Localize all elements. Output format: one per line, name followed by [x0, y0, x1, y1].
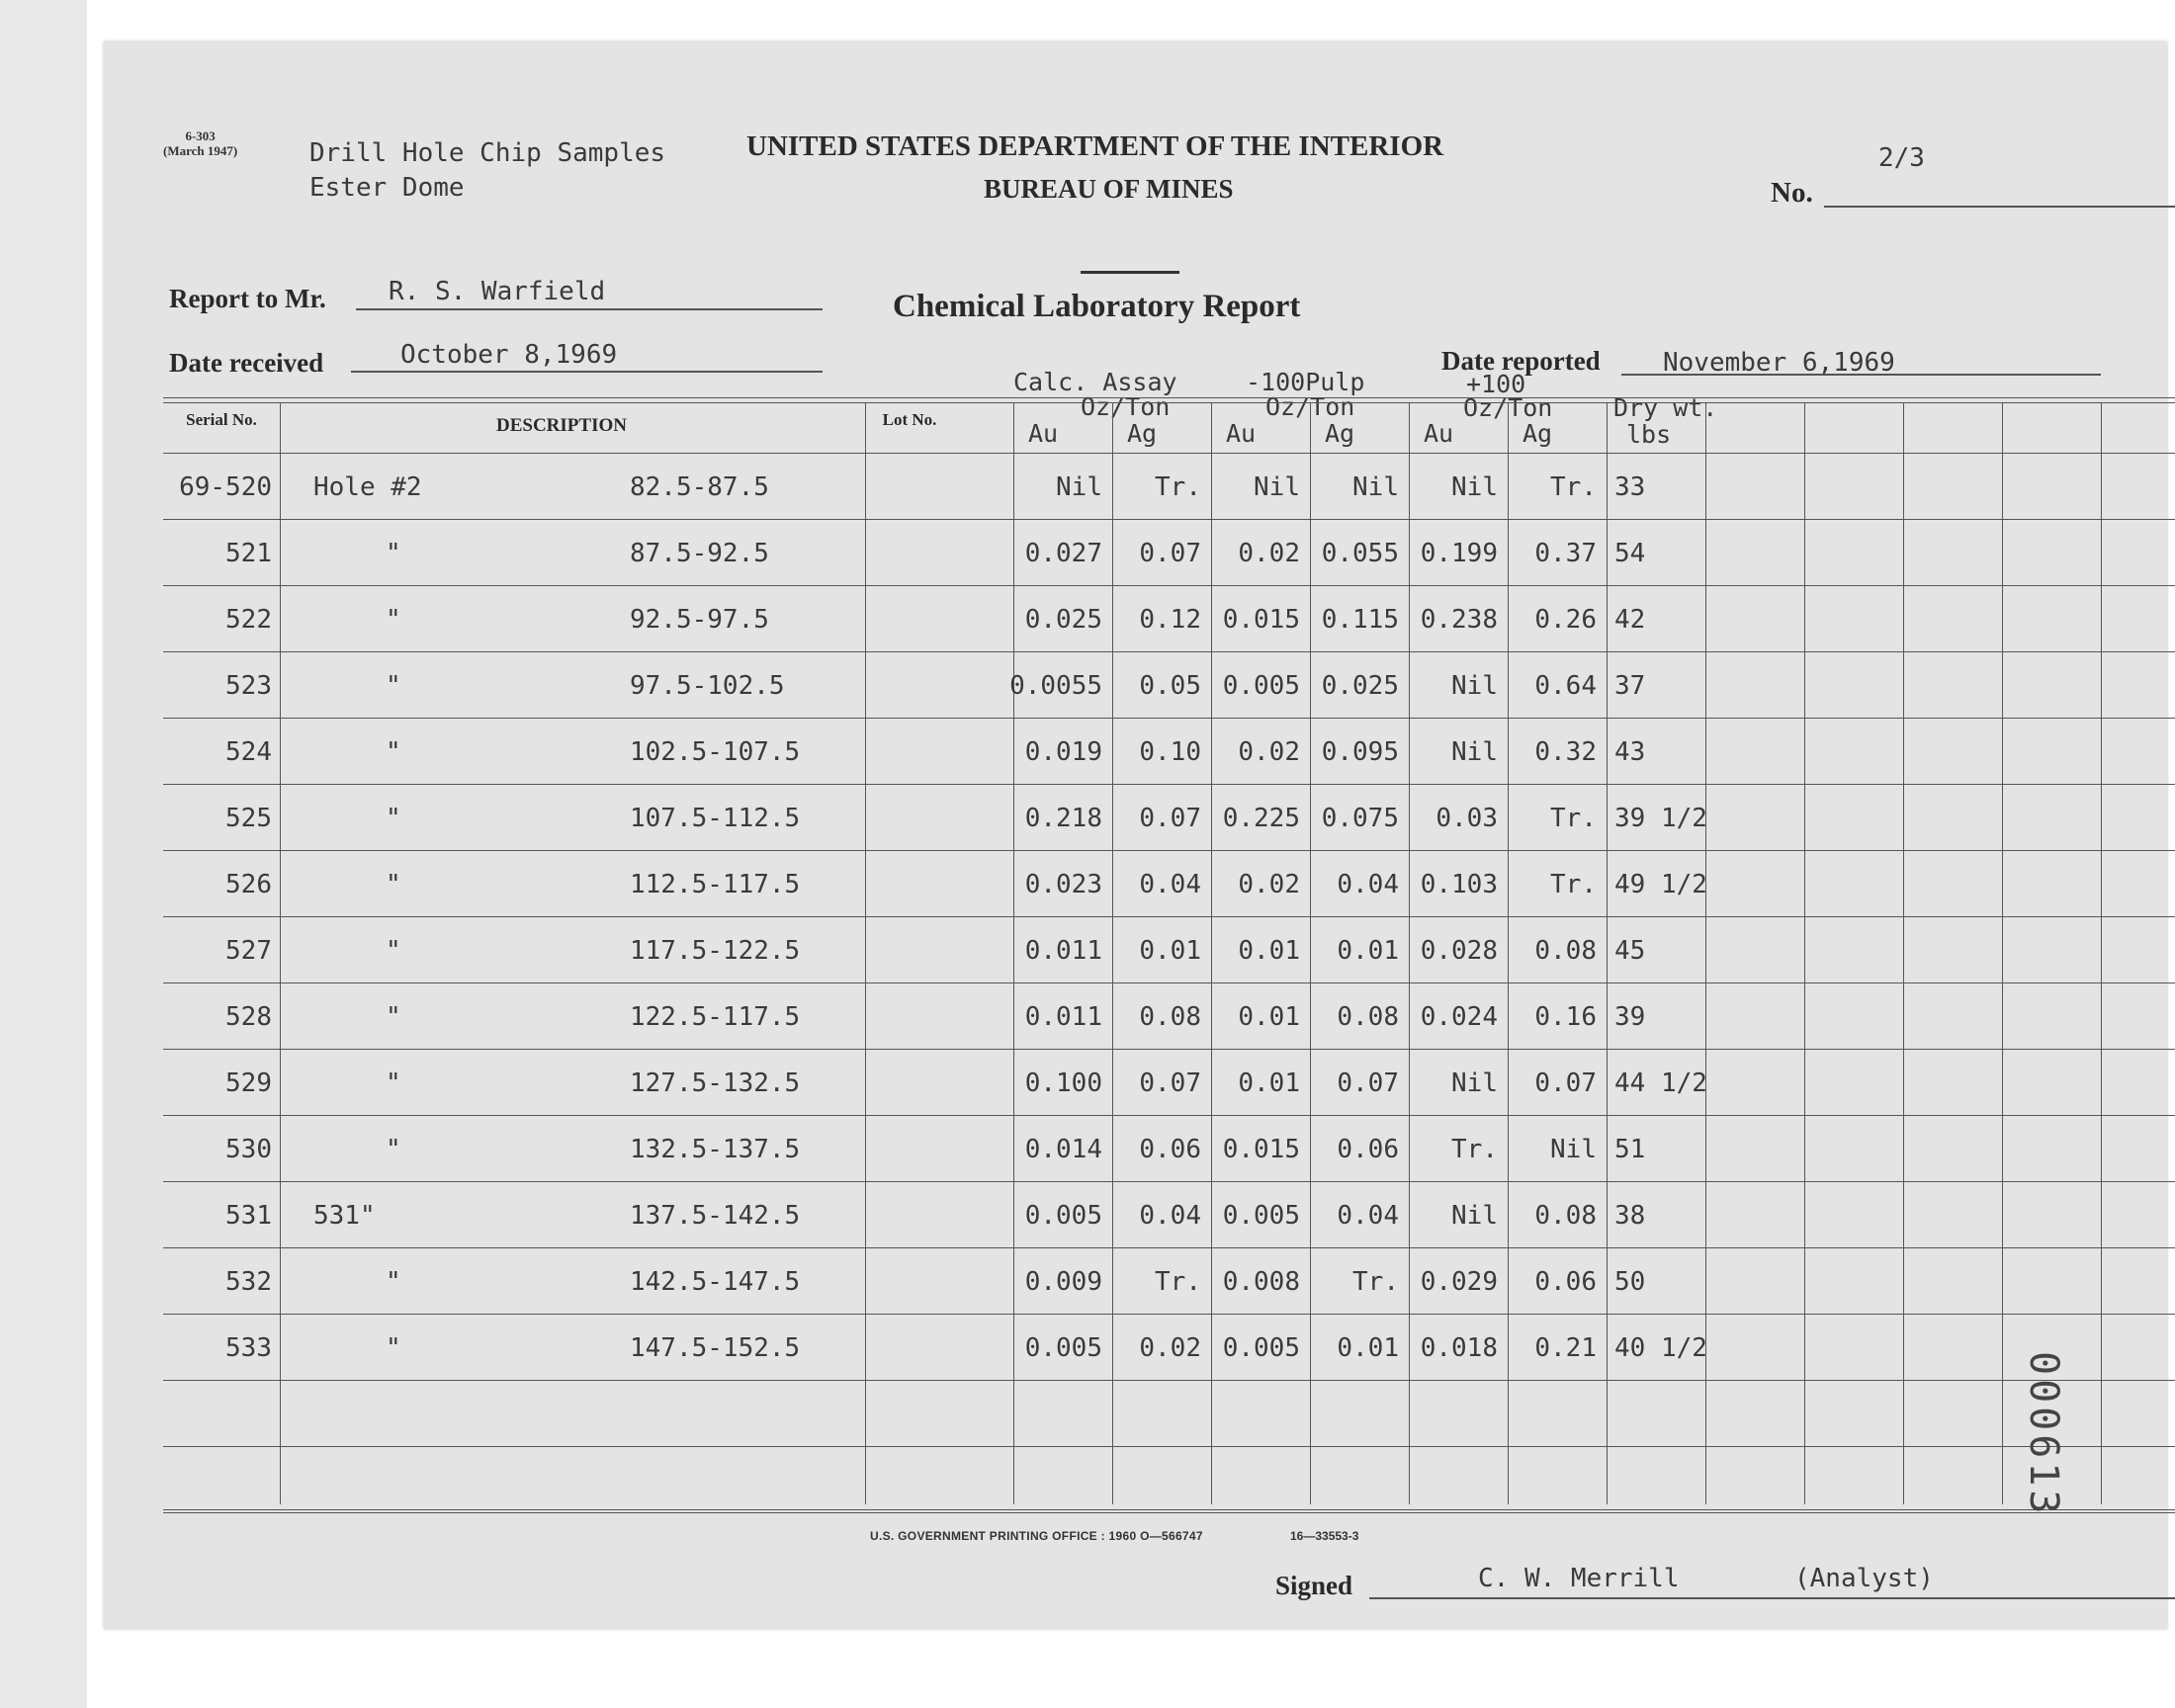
cell-pulp-au: 0.01 — [1238, 1002, 1300, 1032]
cell-serial: 522 — [225, 605, 272, 635]
report-number-line — [1824, 206, 2175, 208]
table-row-rule — [163, 916, 2175, 917]
cell-pulp-ag: 0.04 — [1337, 870, 1399, 899]
cell-calc-ag: 0.04 — [1139, 1201, 1201, 1231]
scan-margin — [0, 0, 87, 1708]
cell-calc-au: 0.009 — [1024, 1267, 1102, 1297]
cell-calc-ag: 0.12 — [1139, 605, 1201, 635]
department-heading: UNITED STATES DEPARTMENT OF THE INTERIOR — [746, 130, 1444, 162]
table-column-divider — [2101, 402, 2102, 1504]
cell-plus-ag: 0.08 — [1534, 936, 1597, 966]
column-header-lot: Lot No. — [882, 410, 937, 429]
cell-depth: 137.5-142.5 — [630, 1201, 801, 1231]
cell-dry: 33 — [1614, 472, 1646, 502]
cell-depth: 142.5-147.5 — [630, 1267, 801, 1297]
cell-dry: 37 — [1614, 671, 1646, 701]
table-row-rule — [163, 850, 2175, 851]
cell-plus-ag: 0.37 — [1534, 539, 1597, 568]
signature-line — [1369, 1597, 2175, 1599]
table-row-rule — [163, 718, 2175, 719]
cell-dry: 43 — [1614, 737, 1646, 767]
table-column-divider — [1409, 402, 1410, 1504]
cell-pulp-au: 0.01 — [1238, 1068, 1300, 1098]
table-row-rule — [163, 1049, 2175, 1050]
column-header-plus-ag: Ag — [1522, 419, 1553, 448]
column-header-pulp-ag: Ag — [1324, 419, 1355, 448]
cell-hole: " — [386, 605, 401, 635]
cell-plus-ag: Tr. — [1550, 804, 1597, 833]
document-stamp: 000613 — [2021, 1351, 2066, 1518]
cell-serial: 530 — [225, 1135, 272, 1164]
group-plus100: +100 — [1466, 370, 1526, 398]
cell-dry: 54 — [1614, 539, 1646, 568]
cell-plus-au: Nil — [1451, 1068, 1498, 1098]
table-row-rule — [163, 982, 2175, 983]
report-to-label: Report to Mr. — [169, 284, 326, 313]
cell-plus-ag: 0.64 — [1534, 671, 1597, 701]
cell-plus-ag: 0.32 — [1534, 737, 1597, 767]
cell-pulp-au: 0.02 — [1238, 539, 1300, 568]
table-row-rule — [163, 1446, 2175, 1447]
cell-dry: 42 — [1614, 605, 1646, 635]
table-row-rule — [163, 585, 2175, 586]
page-title: Chemical Laboratory Report — [893, 289, 1301, 324]
table-column-divider — [2002, 402, 2003, 1504]
cell-plus-au: Nil — [1451, 472, 1498, 502]
cell-serial: 532 — [225, 1267, 272, 1297]
signed-value: C. W. Merrill — [1478, 1564, 1680, 1593]
table-row-rule — [163, 1314, 2175, 1315]
cell-pulp-au: 0.015 — [1222, 1135, 1300, 1164]
cell-depth: 112.5-117.5 — [630, 870, 801, 899]
column-header-calc-au: Au — [1027, 419, 1059, 448]
cell-pulp-au: 0.225 — [1222, 804, 1300, 833]
cell-calc-ag: 0.07 — [1139, 539, 1201, 568]
cell-plus-au: 0.238 — [1420, 605, 1498, 635]
bureau-heading: BUREAU OF MINES — [984, 174, 1234, 204]
table-column-divider — [1310, 402, 1311, 1504]
cell-dry: 45 — [1614, 936, 1646, 966]
cell-plus-au: 0.03 — [1436, 804, 1498, 833]
report-to-value: R. S. Warfield — [389, 277, 606, 306]
cell-pulp-ag: 0.055 — [1321, 539, 1399, 568]
cell-calc-ag: 0.10 — [1139, 737, 1201, 767]
cell-plus-ag: 0.26 — [1534, 605, 1597, 635]
table-column-divider — [1607, 402, 1608, 1504]
table-top-rule-2 — [163, 402, 2175, 403]
cell-dry: 49 1/2 — [1614, 870, 1707, 899]
cell-hole: " — [386, 936, 401, 966]
cell-depth: 87.5-92.5 — [630, 539, 769, 568]
cell-plus-au: 0.029 — [1420, 1267, 1498, 1297]
cell-depth: 117.5-122.5 — [630, 936, 801, 966]
cell-pulp-ag: 0.075 — [1321, 804, 1399, 833]
cell-hole: " — [386, 1267, 401, 1297]
cell-hole: " — [386, 1135, 401, 1164]
date-received-value: October 8,1969 — [400, 340, 618, 370]
cell-plus-ag: 0.08 — [1534, 1201, 1597, 1231]
cell-serial: 524 — [225, 737, 272, 767]
cell-serial: 531 — [225, 1201, 272, 1231]
date-received-label: Date received — [169, 348, 324, 378]
cell-pulp-au: 0.008 — [1222, 1267, 1300, 1297]
cell-hole: " — [386, 671, 401, 701]
table-bottom-rule — [163, 1509, 2175, 1510]
cell-plus-ag: 0.16 — [1534, 1002, 1597, 1032]
group-plus100-unit: Oz/Ton — [1463, 393, 1553, 422]
table-column-divider — [1211, 402, 1212, 1504]
report-to-line — [356, 308, 823, 310]
cell-serial: 529 — [225, 1068, 272, 1098]
subject-line-2: Ester Dome — [309, 173, 465, 203]
cell-hole: 531" — [313, 1201, 376, 1231]
cell-calc-au: 0.025 — [1024, 605, 1102, 635]
table-column-divider — [1112, 402, 1113, 1504]
column-header-calc-ag: Ag — [1126, 419, 1158, 448]
subject-line-1: Drill Hole Chip Samples — [309, 138, 666, 168]
cell-dry: 50 — [1614, 1267, 1646, 1297]
signed-label: Signed — [1275, 1571, 1353, 1600]
cell-hole: " — [386, 1333, 401, 1363]
cell-pulp-ag: 0.115 — [1321, 605, 1399, 635]
cell-plus-ag: 0.06 — [1534, 1267, 1597, 1297]
column-header-serial: Serial No. — [186, 410, 257, 429]
table-column-divider — [1903, 402, 1904, 1504]
report-form — [104, 42, 2167, 1629]
printing-office-line: U.S. GOVERNMENT PRINTING OFFICE : 1960 O—566747 — [870, 1529, 1203, 1543]
cell-serial: 526 — [225, 870, 272, 899]
analyst-label: (Analyst) — [1794, 1564, 1934, 1593]
cell-dry: 44 1/2 — [1614, 1068, 1707, 1098]
table-column-divider — [1804, 402, 1805, 1504]
cell-depth: 107.5-112.5 — [630, 804, 801, 833]
form-code — [163, 128, 237, 158]
cell-depth: 97.5-102.5 — [630, 671, 785, 701]
group-dry-unit: lbs — [1626, 420, 1672, 449]
date-reported-line — [1621, 374, 2101, 376]
page-fraction: 2/3 — [1878, 143, 1925, 173]
form-code-number: 6-303 — [185, 128, 216, 143]
cell-calc-ag: 0.07 — [1139, 804, 1201, 833]
cell-calc-ag: 0.02 — [1139, 1333, 1201, 1363]
cell-pulp-ag: 0.01 — [1337, 1333, 1399, 1363]
cell-serial: 69-520 — [179, 472, 272, 502]
cell-hole: " — [386, 870, 401, 899]
cell-pulp-au: 0.015 — [1222, 605, 1300, 635]
cell-calc-ag: 0.04 — [1139, 870, 1201, 899]
cell-pulp-au: 0.005 — [1222, 671, 1300, 701]
cell-pulp-ag: Nil — [1352, 472, 1399, 502]
cell-calc-ag: Tr. — [1155, 472, 1201, 502]
cell-calc-au: 0.014 — [1024, 1135, 1102, 1164]
cell-plus-au: Nil — [1451, 671, 1498, 701]
cell-calc-au: 0.005 — [1024, 1201, 1102, 1231]
form-code-date: (March 1947) — [163, 143, 238, 158]
cell-plus-au: Nil — [1451, 1201, 1498, 1231]
cell-depth: 92.5-97.5 — [630, 605, 769, 635]
cell-depth: 122.5-117.5 — [630, 1002, 801, 1032]
cell-serial: 527 — [225, 936, 272, 966]
cell-pulp-au: 0.02 — [1238, 737, 1300, 767]
report-number-label: No. — [1771, 177, 1813, 209]
table-row-rule — [163, 1380, 2175, 1381]
group-pulp: -100Pulp — [1246, 368, 1365, 396]
form-number: 16—33553-3 — [1290, 1529, 1359, 1543]
cell-calc-ag: 0.06 — [1139, 1135, 1201, 1164]
cell-calc-ag: 0.05 — [1139, 671, 1201, 701]
date-reported-label: Date reported — [1441, 346, 1601, 376]
table-header-rule — [163, 453, 2175, 454]
cell-pulp-ag: 0.025 — [1321, 671, 1399, 701]
cell-depth: 82.5-87.5 — [630, 472, 769, 502]
group-dry-weight: Dry wt. — [1613, 393, 1718, 422]
cell-calc-au: 0.0055 — [1009, 671, 1102, 701]
group-calc-assay: Calc. Assay — [1013, 368, 1177, 396]
table-column-divider — [280, 402, 281, 1504]
table-row-rule — [163, 651, 2175, 652]
cell-pulp-ag: 0.07 — [1337, 1068, 1399, 1098]
table-row-rule — [163, 519, 2175, 520]
cell-calc-ag: Tr. — [1155, 1267, 1201, 1297]
cell-plus-au: 0.103 — [1420, 870, 1498, 899]
cell-plus-au: 0.018 — [1420, 1333, 1498, 1363]
group-calc-unit: Oz/Ton — [1081, 392, 1171, 421]
cell-plus-ag: Nil — [1550, 1135, 1597, 1164]
date-received-line — [351, 371, 823, 373]
cell-serial: 528 — [225, 1002, 272, 1032]
cell-hole: " — [386, 804, 401, 833]
group-pulp-unit: Oz/Ton — [1265, 392, 1355, 421]
cell-calc-au: 0.005 — [1024, 1333, 1102, 1363]
cell-dry: 39 1/2 — [1614, 804, 1707, 833]
cell-dry: 39 — [1614, 1002, 1646, 1032]
cell-dry: 40 1/2 — [1614, 1333, 1707, 1363]
cell-pulp-ag: Tr. — [1352, 1267, 1399, 1297]
cell-calc-au: Nil — [1056, 472, 1102, 502]
table-column-divider — [1508, 402, 1509, 1504]
column-header-pulp-au: Au — [1225, 419, 1257, 448]
table-row-rule — [163, 1115, 2175, 1116]
column-header-description: DESCRIPTION — [496, 415, 627, 436]
table-column-divider — [865, 402, 866, 1504]
cell-pulp-au: 0.005 — [1222, 1333, 1300, 1363]
cell-plus-au: 0.028 — [1420, 936, 1498, 966]
cell-calc-au: 0.023 — [1024, 870, 1102, 899]
cell-calc-au: 0.019 — [1024, 737, 1102, 767]
date-reported-value: November 6,1969 — [1663, 348, 1895, 378]
table-column-divider — [1013, 402, 1014, 1504]
cell-calc-ag: 0.07 — [1139, 1068, 1201, 1098]
cell-pulp-ag: 0.01 — [1337, 936, 1399, 966]
cell-calc-au: 0.218 — [1024, 804, 1102, 833]
cell-pulp-ag: 0.06 — [1337, 1135, 1399, 1164]
cell-plus-au: 0.199 — [1420, 539, 1498, 568]
cell-calc-au: 0.100 — [1024, 1068, 1102, 1098]
cell-depth: 127.5-132.5 — [630, 1068, 801, 1098]
cell-plus-ag: 0.07 — [1534, 1068, 1597, 1098]
cell-calc-au: 0.027 — [1024, 539, 1102, 568]
cell-calc-ag: 0.01 — [1139, 936, 1201, 966]
table-top-rule-1 — [163, 397, 2175, 398]
cell-plus-au: 0.024 — [1420, 1002, 1498, 1032]
cell-hole: " — [386, 1068, 401, 1098]
cell-depth: 102.5-107.5 — [630, 737, 801, 767]
cell-hole: " — [386, 737, 401, 767]
table-row-rule — [163, 1247, 2175, 1248]
cell-pulp-au: 0.005 — [1222, 1201, 1300, 1231]
cell-serial: 533 — [225, 1333, 272, 1363]
cell-plus-ag: Tr. — [1550, 870, 1597, 899]
title-rule — [1081, 271, 1179, 274]
cell-calc-ag: 0.08 — [1139, 1002, 1201, 1032]
cell-pulp-au: 0.01 — [1238, 936, 1300, 966]
table-row-rule — [163, 1512, 2175, 1513]
cell-hole: Hole #2 — [313, 472, 422, 502]
cell-pulp-ag: 0.08 — [1337, 1002, 1399, 1032]
cell-plus-ag: 0.21 — [1534, 1333, 1597, 1363]
column-header-plus-au: Au — [1423, 419, 1454, 448]
cell-dry: 51 — [1614, 1135, 1646, 1164]
cell-pulp-au: 0.02 — [1238, 870, 1300, 899]
cell-plus-au: Nil — [1451, 737, 1498, 767]
cell-calc-au: 0.011 — [1024, 936, 1102, 966]
cell-plus-au: Tr. — [1451, 1135, 1498, 1164]
table-row-rule — [163, 1181, 2175, 1182]
cell-hole: " — [386, 539, 401, 568]
cell-pulp-au: Nil — [1254, 472, 1300, 502]
cell-depth: 132.5-137.5 — [630, 1135, 801, 1164]
cell-serial: 521 — [225, 539, 272, 568]
table-row-rule — [163, 784, 2175, 785]
cell-dry: 38 — [1614, 1201, 1646, 1231]
cell-hole: " — [386, 1002, 401, 1032]
cell-pulp-ag: 0.04 — [1337, 1201, 1399, 1231]
cell-depth: 147.5-152.5 — [630, 1333, 801, 1363]
cell-pulp-ag: 0.095 — [1321, 737, 1399, 767]
cell-serial: 525 — [225, 804, 272, 833]
cell-serial: 523 — [225, 671, 272, 701]
cell-calc-au: 0.011 — [1024, 1002, 1102, 1032]
cell-plus-ag: Tr. — [1550, 472, 1597, 502]
